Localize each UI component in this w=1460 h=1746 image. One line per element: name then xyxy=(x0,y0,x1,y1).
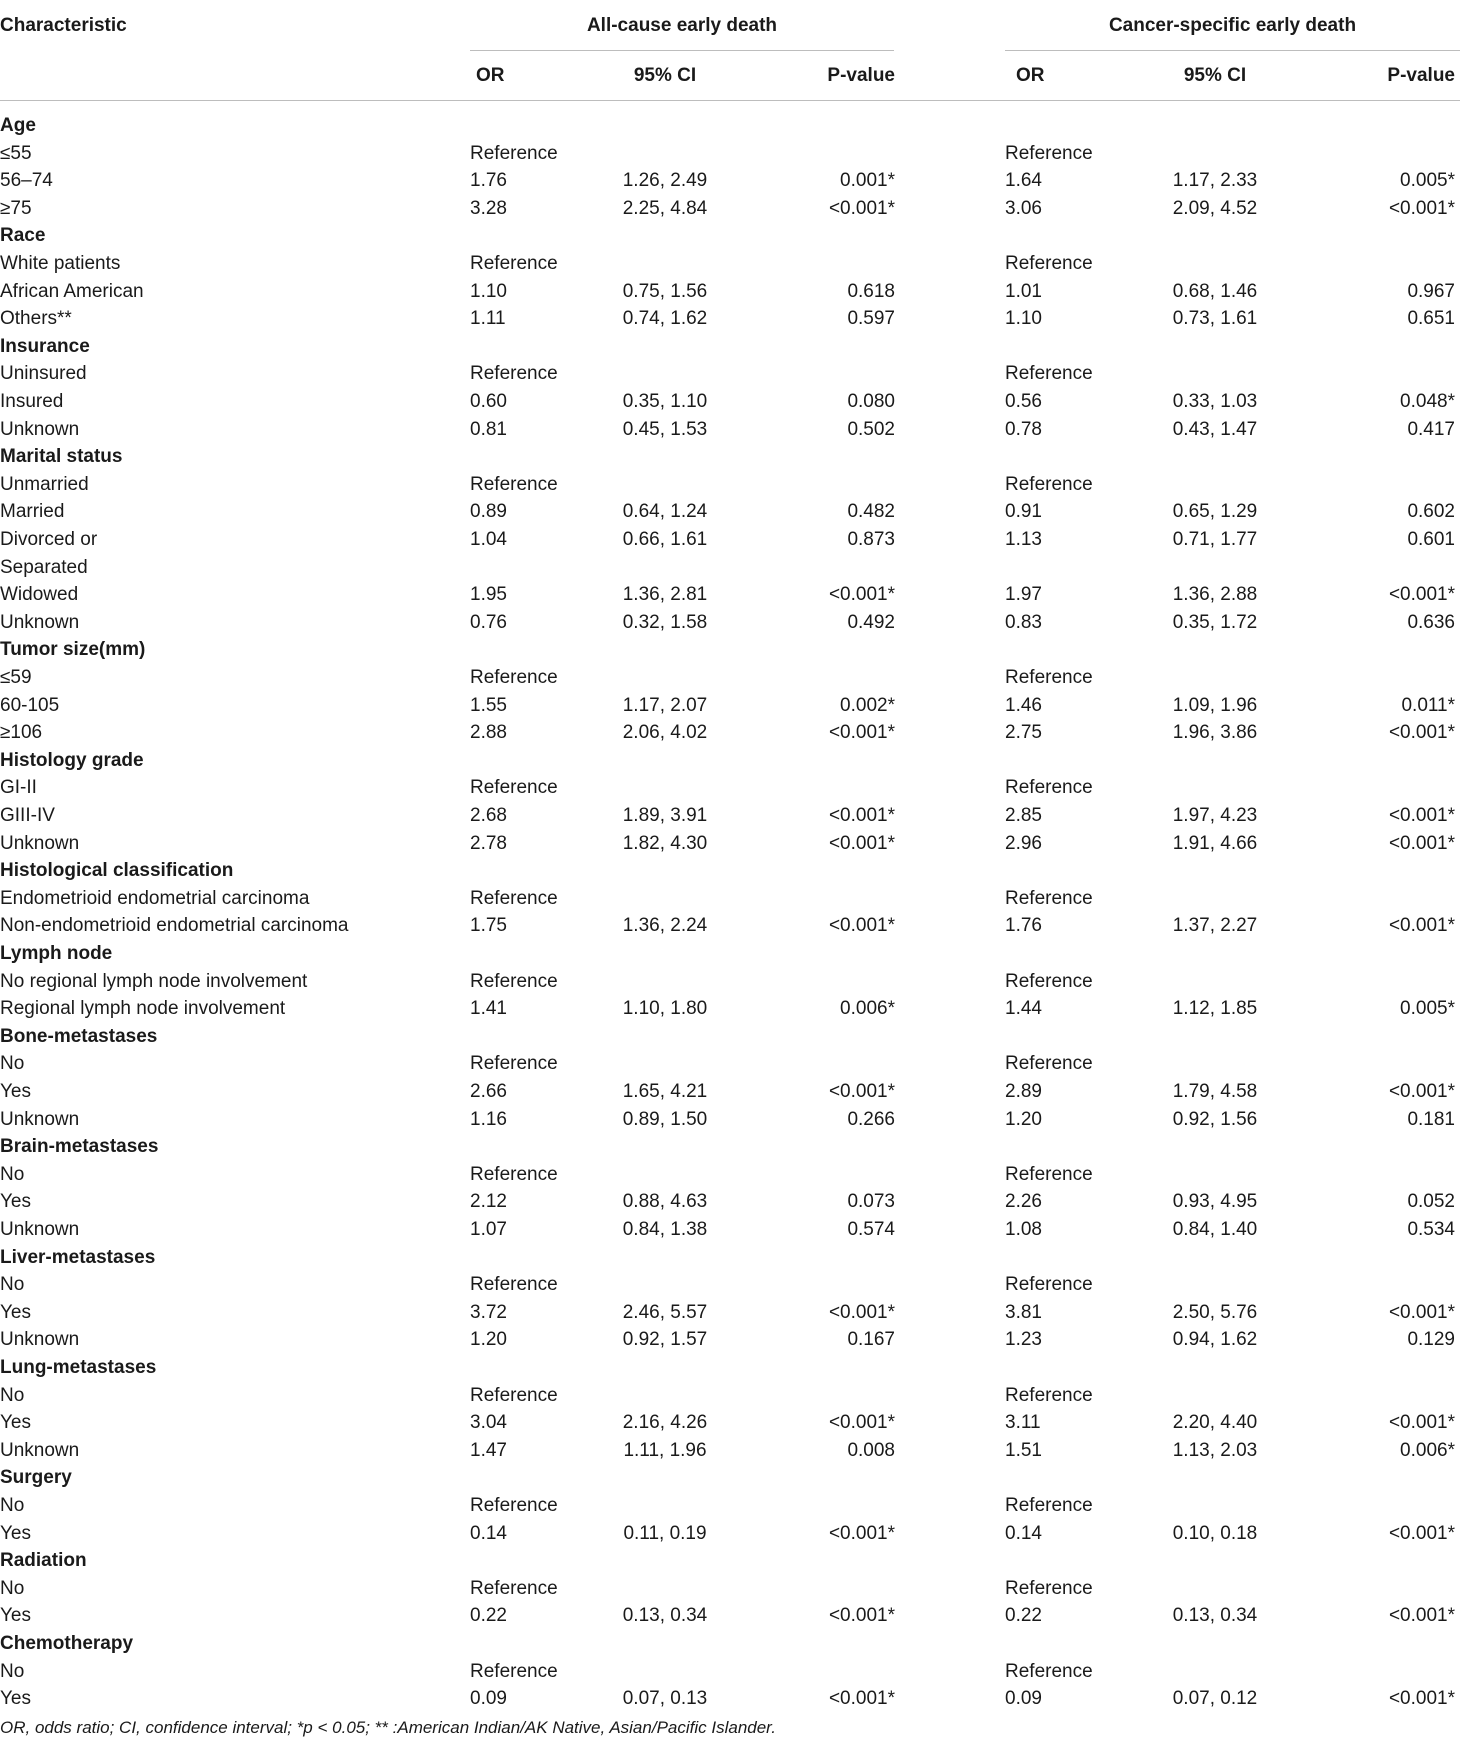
or-allcause: Reference xyxy=(470,667,558,688)
ci-allcause: 0.32, 1.58 xyxy=(622,612,708,633)
row-label: Yes xyxy=(0,1523,31,1544)
header-all-cause: All-cause early death xyxy=(586,15,778,36)
row-label: ≥75 xyxy=(0,198,32,219)
p-allcause: 0.574 xyxy=(847,1219,895,1240)
ci-cancer: 0.33, 1.03 xyxy=(1172,391,1258,412)
or-cancer: 1.46 xyxy=(1005,695,1042,716)
or-cancer: 0.91 xyxy=(1005,501,1042,522)
p-cancer: <0.001* xyxy=(1388,805,1455,826)
p-allcause: 0.618 xyxy=(847,281,895,302)
or-allcause: Reference xyxy=(470,1164,558,1185)
ci-cancer: 1.36, 2.88 xyxy=(1172,584,1258,605)
p-allcause: <0.001* xyxy=(828,805,895,826)
ci-allcause: 0.07, 0.13 xyxy=(622,1688,708,1709)
or-allcause: Reference xyxy=(470,474,558,495)
or-allcause: 3.28 xyxy=(470,198,507,219)
ci-cancer: 0.94, 1.62 xyxy=(1172,1329,1258,1350)
ci-cancer: 0.43, 1.47 xyxy=(1172,419,1258,440)
row-label: Unknown xyxy=(0,1109,80,1130)
or-cancer: Reference xyxy=(1005,363,1093,384)
row-label: Unmarried xyxy=(0,474,89,495)
p-allcause: <0.001* xyxy=(828,833,895,854)
row-label: White patients xyxy=(0,253,121,274)
p-cancer: 0.129 xyxy=(1407,1329,1455,1350)
ci-cancer: 1.09, 1.96 xyxy=(1172,695,1258,716)
or-allcause: 0.81 xyxy=(470,419,507,440)
or-cancer: Reference xyxy=(1005,253,1093,274)
or-allcause: Reference xyxy=(470,143,558,164)
ci-cancer: 1.91, 4.66 xyxy=(1172,833,1258,854)
row-label: African American xyxy=(0,281,144,302)
row-label: Unknown xyxy=(0,1329,80,1350)
or-cancer: 1.97 xyxy=(1005,584,1042,605)
section-heading: Lung-metastases xyxy=(0,1357,157,1378)
header-p-2: P-value xyxy=(1387,65,1455,86)
p-cancer: 0.052 xyxy=(1407,1191,1455,1212)
header-or-1: OR xyxy=(476,65,505,86)
ci-cancer: 1.96, 3.86 xyxy=(1172,722,1258,743)
p-cancer: <0.001* xyxy=(1388,1081,1455,1102)
or-cancer: 0.09 xyxy=(1005,1688,1042,1709)
ci-cancer: 0.92, 1.56 xyxy=(1172,1109,1258,1130)
or-allcause: 3.72 xyxy=(470,1302,507,1323)
row-label: Separated xyxy=(0,557,88,578)
or-allcause: 0.76 xyxy=(470,612,507,633)
p-cancer: <0.001* xyxy=(1388,1523,1455,1544)
or-allcause: 1.75 xyxy=(470,915,507,936)
section-heading: Marital status xyxy=(0,446,123,467)
row-label: No xyxy=(0,1495,25,1516)
ci-allcause: 1.36, 2.24 xyxy=(622,915,708,936)
ci-allcause: 0.35, 1.10 xyxy=(622,391,708,412)
section-heading: Radiation xyxy=(0,1550,87,1571)
p-cancer: <0.001* xyxy=(1388,1688,1455,1709)
or-cancer: Reference xyxy=(1005,143,1093,164)
or-cancer: 1.13 xyxy=(1005,529,1042,550)
p-allcause: 0.266 xyxy=(847,1109,895,1130)
or-allcause: Reference xyxy=(470,971,558,992)
p-allcause: <0.001* xyxy=(828,1688,895,1709)
or-allcause: Reference xyxy=(470,363,558,384)
p-cancer: <0.001* xyxy=(1388,1302,1455,1323)
or-allcause: 2.88 xyxy=(470,722,507,743)
section-heading: Histological classification xyxy=(0,860,234,881)
ci-allcause: 0.88, 4.63 xyxy=(622,1191,708,1212)
row-label: Unknown xyxy=(0,1440,80,1461)
p-allcause: 0.008 xyxy=(847,1440,895,1461)
or-allcause: 2.78 xyxy=(470,833,507,854)
p-allcause: <0.001* xyxy=(828,1302,895,1323)
or-allcause: Reference xyxy=(470,1495,558,1516)
ci-allcause: 0.13, 0.34 xyxy=(622,1605,708,1626)
p-allcause: 0.080 xyxy=(847,391,895,412)
ci-cancer: 0.35, 1.72 xyxy=(1172,612,1258,633)
row-label: No xyxy=(0,1661,25,1682)
or-allcause: Reference xyxy=(470,1274,558,1295)
or-allcause: 2.66 xyxy=(470,1081,507,1102)
or-allcause: 1.16 xyxy=(470,1109,507,1130)
section-heading: Brain-metastases xyxy=(0,1136,159,1157)
section-heading: Surgery xyxy=(0,1467,72,1488)
ci-cancer: 2.20, 4.40 xyxy=(1172,1412,1258,1433)
row-label: Yes xyxy=(0,1605,31,1626)
p-cancer: 0.005* xyxy=(1400,170,1455,191)
ci-allcause: 0.45, 1.53 xyxy=(622,419,708,440)
p-allcause: <0.001* xyxy=(828,198,895,219)
or-allcause: 0.89 xyxy=(470,501,507,522)
or-allcause: 3.04 xyxy=(470,1412,507,1433)
ci-allcause: 1.10, 1.80 xyxy=(622,998,708,1019)
row-label: GIII-IV xyxy=(0,805,55,826)
or-cancer: 1.23 xyxy=(1005,1329,1042,1350)
or-cancer: 1.08 xyxy=(1005,1219,1042,1240)
or-cancer: 2.85 xyxy=(1005,805,1042,826)
p-allcause: 0.502 xyxy=(847,419,895,440)
ci-allcause: 1.89, 3.91 xyxy=(622,805,708,826)
ci-cancer: 0.65, 1.29 xyxy=(1172,501,1258,522)
ci-cancer: 0.93, 4.95 xyxy=(1172,1191,1258,1212)
p-cancer: 0.417 xyxy=(1407,419,1455,440)
row-label: Yes xyxy=(0,1081,31,1102)
row-label: Insured xyxy=(0,391,64,412)
or-cancer: Reference xyxy=(1005,1661,1093,1682)
or-cancer: 0.78 xyxy=(1005,419,1042,440)
section-heading: Chemotherapy xyxy=(0,1633,134,1654)
row-label: No xyxy=(0,1385,25,1406)
section-heading: Lymph node xyxy=(0,943,113,964)
or-cancer: Reference xyxy=(1005,888,1093,909)
p-allcause: <0.001* xyxy=(828,584,895,605)
ci-allcause: 1.36, 2.81 xyxy=(622,584,708,605)
row-label: Unknown xyxy=(0,1219,80,1240)
or-allcause: 1.41 xyxy=(470,998,507,1019)
row-label: Unknown xyxy=(0,833,80,854)
or-allcause: Reference xyxy=(470,1661,558,1682)
or-allcause: 0.60 xyxy=(470,391,507,412)
ci-allcause: 0.75, 1.56 xyxy=(622,281,708,302)
or-cancer: 1.10 xyxy=(1005,308,1042,329)
or-allcause: Reference xyxy=(470,253,558,274)
or-allcause: 0.09 xyxy=(470,1688,507,1709)
ci-cancer: 1.13, 2.03 xyxy=(1172,1440,1258,1461)
or-cancer: 0.22 xyxy=(1005,1605,1042,1626)
p-cancer: <0.001* xyxy=(1388,584,1455,605)
ci-allcause: 0.74, 1.62 xyxy=(622,308,708,329)
ci-cancer: 0.68, 1.46 xyxy=(1172,281,1258,302)
row-label: Unknown xyxy=(0,612,80,633)
or-allcause: 1.11 xyxy=(470,308,506,329)
or-cancer: 1.01 xyxy=(1005,281,1042,302)
or-cancer: Reference xyxy=(1005,667,1093,688)
row-label: Yes xyxy=(0,1688,31,1709)
or-allcause: Reference xyxy=(470,1053,558,1074)
p-allcause: <0.001* xyxy=(828,915,895,936)
p-cancer: <0.001* xyxy=(1388,833,1455,854)
or-cancer: 0.14 xyxy=(1005,1523,1042,1544)
row-label: No xyxy=(0,1053,25,1074)
or-cancer: 1.64 xyxy=(1005,170,1042,191)
or-allcause: 0.22 xyxy=(470,1605,507,1626)
p-cancer: <0.001* xyxy=(1388,722,1455,743)
row-label: Married xyxy=(0,501,65,522)
row-label: ≤55 xyxy=(0,143,32,164)
ci-allcause: 0.89, 1.50 xyxy=(622,1109,708,1130)
p-allcause: <0.001* xyxy=(828,722,895,743)
ci-cancer: 1.17, 2.33 xyxy=(1172,170,1258,191)
ci-allcause: 0.84, 1.38 xyxy=(622,1219,708,1240)
p-cancer: 0.602 xyxy=(1407,501,1455,522)
row-label: No xyxy=(0,1164,25,1185)
ci-allcause: 2.46, 5.57 xyxy=(622,1302,708,1323)
ci-cancer: 0.10, 0.18 xyxy=(1172,1523,1258,1544)
section-heading: Race xyxy=(0,225,46,246)
p-allcause: <0.001* xyxy=(828,1412,895,1433)
ci-allcause: 2.16, 4.26 xyxy=(622,1412,708,1433)
p-cancer: 0.967 xyxy=(1407,281,1455,302)
or-cancer: Reference xyxy=(1005,474,1093,495)
header-characteristic: Characteristic xyxy=(0,15,127,36)
row-label: Yes xyxy=(0,1191,31,1212)
or-cancer: 1.51 xyxy=(1005,1440,1042,1461)
row-label: Yes xyxy=(0,1412,31,1433)
row-label: Regional lymph node involvement xyxy=(0,998,286,1019)
row-label: No xyxy=(0,1274,25,1295)
or-allcause: Reference xyxy=(470,1385,558,1406)
or-cancer: Reference xyxy=(1005,777,1093,798)
p-cancer: 0.601 xyxy=(1407,529,1455,550)
p-cancer: 0.005* xyxy=(1400,998,1455,1019)
p-cancer: 0.181 xyxy=(1407,1109,1455,1130)
p-allcause: 0.002* xyxy=(840,695,895,716)
ci-cancer: 2.50, 5.76 xyxy=(1172,1302,1258,1323)
or-cancer: Reference xyxy=(1005,1578,1093,1599)
row-label: ≤59 xyxy=(0,667,32,688)
header-rule xyxy=(0,100,1460,101)
ci-cancer: 0.13, 0.34 xyxy=(1172,1605,1258,1626)
row-label: Unknown xyxy=(0,419,80,440)
p-allcause: 0.073 xyxy=(847,1191,895,1212)
or-cancer: 2.75 xyxy=(1005,722,1042,743)
p-allcause: 0.482 xyxy=(847,501,895,522)
p-allcause: 0.167 xyxy=(847,1329,895,1350)
ci-allcause: 1.82, 4.30 xyxy=(622,833,708,854)
group2-rule xyxy=(1005,50,1460,51)
header-ci-1: 95% CI xyxy=(633,65,697,86)
p-allcause: 0.873 xyxy=(847,529,895,550)
or-cancer: 0.83 xyxy=(1005,612,1042,633)
section-heading: Insurance xyxy=(0,336,90,357)
ci-cancer: 0.84, 1.40 xyxy=(1172,1219,1258,1240)
p-allcause: 0.492 xyxy=(847,612,895,633)
row-label: No regional lymph node involvement xyxy=(0,971,308,992)
or-allcause: 1.10 xyxy=(470,281,507,302)
or-allcause: 2.12 xyxy=(470,1191,507,1212)
p-allcause: 0.001* xyxy=(840,170,895,191)
p-allcause: <0.001* xyxy=(828,1605,895,1626)
p-cancer: 0.048* xyxy=(1400,391,1455,412)
ci-allcause: 0.92, 1.57 xyxy=(622,1329,708,1350)
row-label: No xyxy=(0,1578,25,1599)
or-cancer: Reference xyxy=(1005,971,1093,992)
section-heading: Liver-metastases xyxy=(0,1247,156,1268)
row-label: GI-II xyxy=(0,777,37,798)
or-cancer: Reference xyxy=(1005,1274,1093,1295)
or-allcause: 0.14 xyxy=(470,1523,507,1544)
row-label: Endometrioid endometrial carcinoma xyxy=(0,888,310,909)
row-label: Uninsured xyxy=(0,363,87,384)
p-cancer: 0.636 xyxy=(1407,612,1455,633)
ci-cancer: 0.07, 0.12 xyxy=(1172,1688,1258,1709)
ci-allcause: 1.11, 1.96 xyxy=(623,1440,707,1461)
row-label: Non-endometrioid endometrial carcinoma xyxy=(0,915,349,936)
or-allcause: 1.47 xyxy=(470,1440,507,1461)
or-allcause: 1.07 xyxy=(470,1219,507,1240)
ci-cancer: 2.09, 4.52 xyxy=(1172,198,1258,219)
or-cancer: Reference xyxy=(1005,1385,1093,1406)
ci-cancer: 1.12, 1.85 xyxy=(1172,998,1258,1019)
row-label: ≥106 xyxy=(0,722,43,743)
p-cancer: <0.001* xyxy=(1388,1412,1455,1433)
ci-cancer: 1.37, 2.27 xyxy=(1172,915,1258,936)
header-p-1: P-value xyxy=(827,65,895,86)
ci-allcause: 0.11, 0.19 xyxy=(623,1523,707,1544)
group1-rule xyxy=(470,50,894,51)
section-heading: Histology grade xyxy=(0,750,144,771)
row-label: Widowed xyxy=(0,584,79,605)
or-cancer: 2.96 xyxy=(1005,833,1042,854)
p-cancer: 0.011* xyxy=(1401,695,1455,716)
row-label: Divorced or xyxy=(0,529,98,550)
section-heading: Tumor size(mm) xyxy=(0,639,146,660)
or-allcause: 1.55 xyxy=(470,695,507,716)
header-cancer-specific: Cancer-specific early death xyxy=(1108,15,1357,36)
or-allcause: 1.20 xyxy=(470,1329,507,1350)
or-cancer: 2.89 xyxy=(1005,1081,1042,1102)
footnote: OR, odds ratio; CI, confidence interval; *p < 0.05; ** :American Indian/AK Native, Asian/Pacific Islander. xyxy=(0,1718,776,1737)
section-heading: Bone-metastases xyxy=(0,1026,158,1047)
or-allcause: 1.95 xyxy=(470,584,507,605)
ci-allcause: 2.25, 4.84 xyxy=(622,198,708,219)
p-cancer: 0.006* xyxy=(1400,1440,1455,1461)
or-allcause: Reference xyxy=(470,777,558,798)
or-allcause: Reference xyxy=(470,888,558,909)
header-or-2: OR xyxy=(1016,65,1045,86)
ci-allcause: 0.64, 1.24 xyxy=(622,501,708,522)
or-allcause: 1.04 xyxy=(470,529,507,550)
or-cancer: 3.81 xyxy=(1005,1302,1042,1323)
or-cancer: Reference xyxy=(1005,1053,1093,1074)
ci-cancer: 1.97, 4.23 xyxy=(1172,805,1258,826)
row-label: 60-105 xyxy=(0,695,60,716)
row-label: Yes xyxy=(0,1302,31,1323)
or-cancer: Reference xyxy=(1005,1495,1093,1516)
p-allcause: 0.597 xyxy=(847,308,895,329)
ci-cancer: 0.73, 1.61 xyxy=(1172,308,1258,329)
or-cancer: 3.06 xyxy=(1005,198,1042,219)
ci-allcause: 1.26, 2.49 xyxy=(622,170,708,191)
ci-allcause: 1.17, 2.07 xyxy=(622,695,708,716)
p-allcause: <0.001* xyxy=(828,1081,895,1102)
row-label: Others** xyxy=(0,308,72,329)
ci-cancer: 0.71, 1.77 xyxy=(1172,529,1258,550)
section-heading: Age xyxy=(0,115,36,136)
ci-allcause: 2.06, 4.02 xyxy=(622,722,708,743)
or-cancer: 3.11 xyxy=(1005,1412,1041,1433)
p-cancer: <0.001* xyxy=(1388,1605,1455,1626)
p-cancer: <0.001* xyxy=(1388,198,1455,219)
p-cancer: 0.534 xyxy=(1407,1219,1455,1240)
or-allcause: Reference xyxy=(470,1578,558,1599)
ci-cancer: 1.79, 4.58 xyxy=(1172,1081,1258,1102)
or-cancer: 2.26 xyxy=(1005,1191,1042,1212)
or-cancer: 1.76 xyxy=(1005,915,1042,936)
or-cancer: Reference xyxy=(1005,1164,1093,1185)
p-allcause: <0.001* xyxy=(828,1523,895,1544)
p-cancer: <0.001* xyxy=(1388,915,1455,936)
or-cancer: 1.20 xyxy=(1005,1109,1042,1130)
ci-allcause: 1.65, 4.21 xyxy=(622,1081,708,1102)
p-cancer: 0.651 xyxy=(1407,308,1455,329)
or-cancer: 0.56 xyxy=(1005,391,1042,412)
or-allcause: 1.76 xyxy=(470,170,507,191)
p-allcause: 0.006* xyxy=(840,998,895,1019)
or-cancer: 1.44 xyxy=(1005,998,1042,1019)
row-label: 56–74 xyxy=(0,170,53,191)
ci-allcause: 0.66, 1.61 xyxy=(622,529,708,550)
header-ci-2: 95% CI xyxy=(1183,65,1247,86)
or-allcause: 2.68 xyxy=(470,805,507,826)
